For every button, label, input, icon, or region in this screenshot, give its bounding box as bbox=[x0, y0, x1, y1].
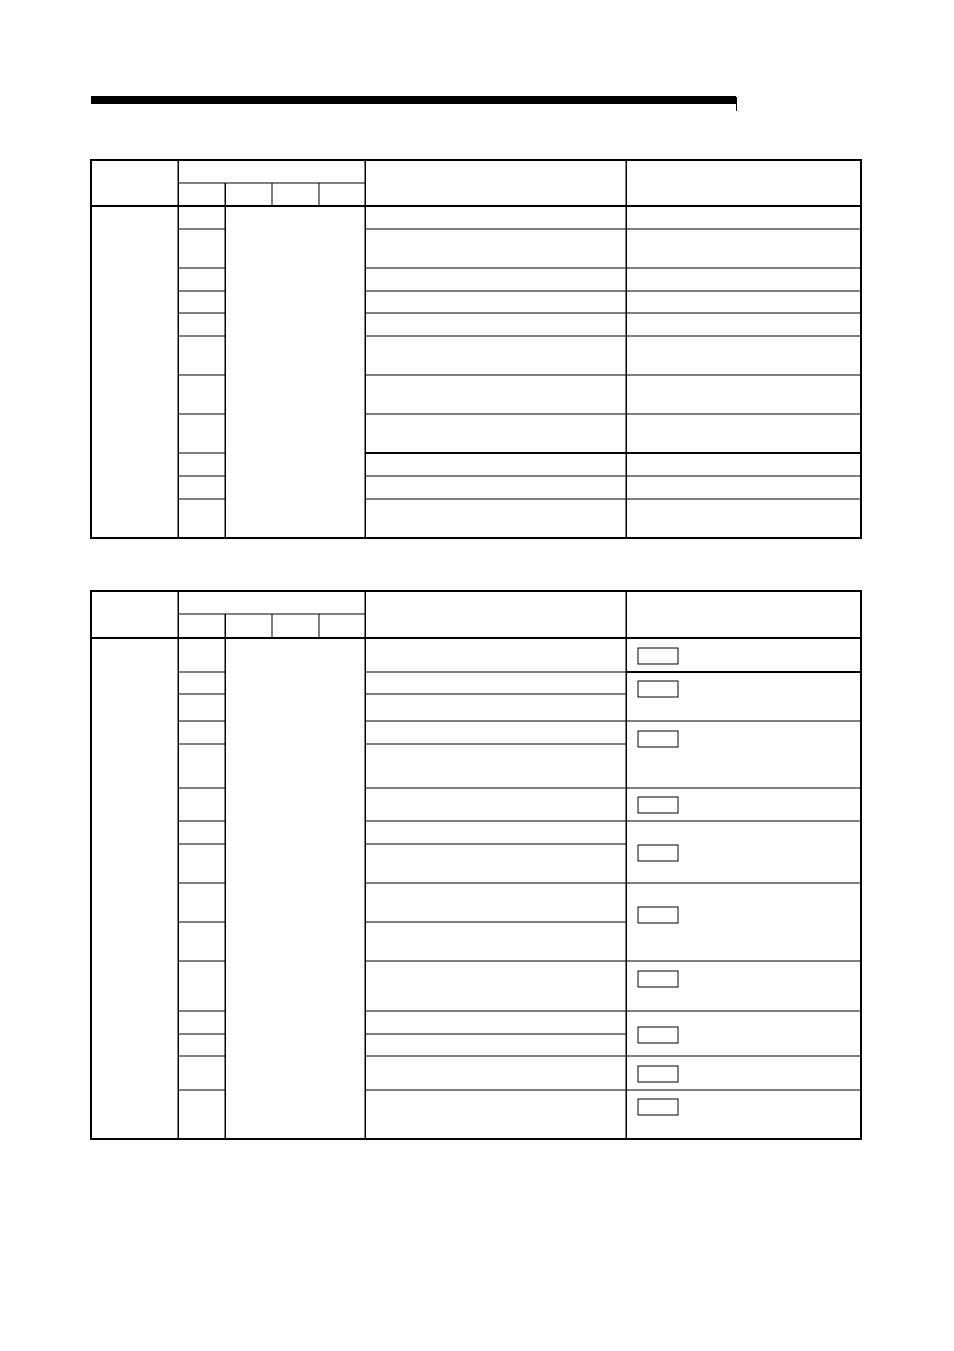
box-4 bbox=[638, 797, 678, 813]
table-1-row-lines bbox=[178, 229, 861, 499]
table-2-row-lines bbox=[178, 672, 861, 1090]
box-6 bbox=[638, 907, 678, 923]
table-2-small-boxes bbox=[638, 648, 678, 1115]
table-2-border bbox=[91, 591, 861, 1139]
box-3 bbox=[638, 731, 678, 747]
box-5 bbox=[638, 845, 678, 861]
table-1-border bbox=[91, 160, 861, 538]
table-2 bbox=[91, 591, 861, 1139]
table-1 bbox=[91, 160, 861, 538]
box-9 bbox=[638, 1066, 678, 1082]
box-7 bbox=[638, 971, 678, 987]
box-2 bbox=[638, 681, 678, 697]
box-8 bbox=[638, 1027, 678, 1043]
box-1 bbox=[638, 648, 678, 664]
box-10 bbox=[638, 1099, 678, 1115]
